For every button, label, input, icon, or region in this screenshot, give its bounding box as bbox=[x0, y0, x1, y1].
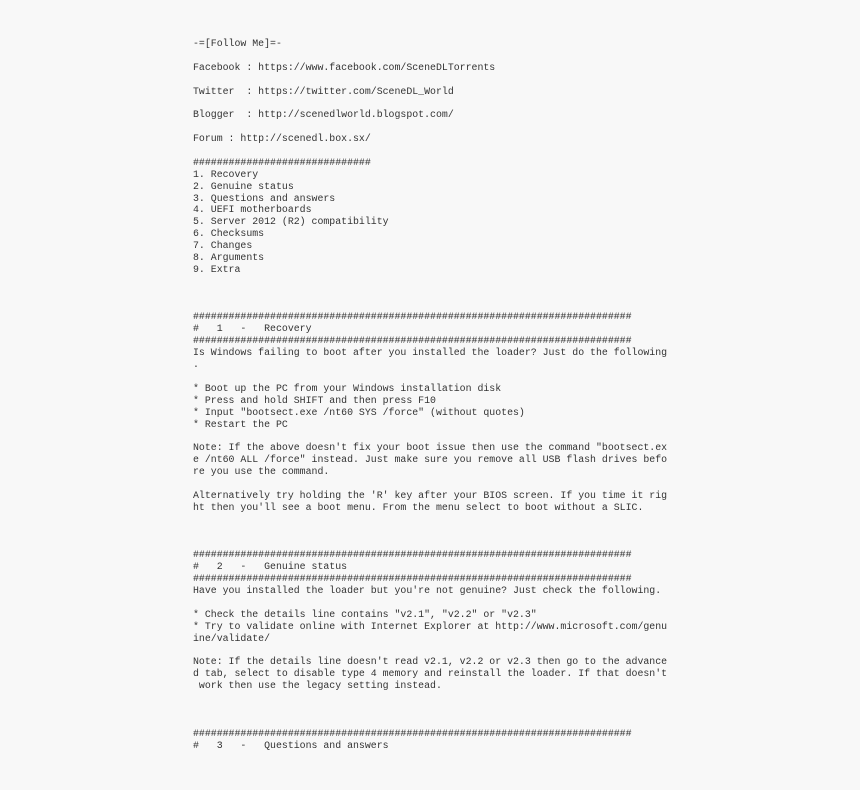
text-line: work then use the legacy setting instead. bbox=[193, 680, 442, 692]
hash-divider: ########################################################################## bbox=[193, 727, 632, 739]
bullet-item: * Restart the PC bbox=[193, 418, 288, 430]
text-line: Twitter : https://twitter.com/SceneDL_World bbox=[193, 85, 454, 97]
text-line: Alternatively try holding the 'R' key after your BIOS screen. If you time it rig bbox=[193, 489, 668, 501]
toc-item: 6. Checksums bbox=[193, 228, 265, 240]
toc-item: 7. Changes bbox=[193, 240, 253, 252]
blank-line bbox=[193, 430, 667, 442]
blank-line bbox=[193, 300, 667, 312]
blank-line bbox=[193, 692, 667, 704]
text-line: d tab, select to disable type 4 memory and reinstall the loader. If that doesn't bbox=[193, 668, 668, 680]
readme-text-document bbox=[193, 38, 667, 751]
text-line: Is Windows failing to boot after you installed the loader? Just do the following bbox=[193, 347, 668, 359]
toc-item: 1. Recovery bbox=[193, 168, 259, 180]
blank-line bbox=[193, 526, 667, 538]
toc-item: 2. Genuine status bbox=[193, 180, 294, 192]
blank-line bbox=[193, 716, 667, 728]
hash-divider: ########################################################################## bbox=[193, 573, 632, 585]
hash-divider: ########################################################################## bbox=[193, 335, 632, 347]
text-line: Have you installed the loader but you're not genuine? Just check the following. bbox=[193, 584, 662, 596]
blank-line bbox=[193, 478, 667, 490]
text-line: -=[Follow Me]=- bbox=[193, 38, 282, 49]
section-heading: # 1 - Recovery bbox=[193, 323, 312, 335]
section-heading: # 3 - Questions and answers bbox=[193, 739, 389, 751]
toc-item: 3. Questions and answers bbox=[193, 192, 336, 204]
bullet-item: * Try to validate online with Internet Explorer at http://www.microsoft.com/genu bbox=[193, 620, 668, 632]
text-line: ht then you'll see a boot menu. From the menu select to boot without a SLIC. bbox=[193, 501, 644, 513]
bullet-item: * Check the details line contains "v2.1", "v2.2" or "v2.3" bbox=[193, 608, 537, 620]
toc-item: 9. Extra bbox=[193, 263, 241, 275]
blank-line bbox=[193, 514, 667, 526]
bullet-item: * Input "bootsect.exe /nt60 SYS /force" (without quotes) bbox=[193, 406, 525, 418]
blank-line bbox=[193, 121, 667, 133]
hash-divider: ########################################################################## bbox=[193, 549, 632, 561]
text-line: ine/validate/ bbox=[193, 632, 271, 644]
text-line: Note: If the above doesn't fix your boot issue then use the command "bootsect.ex bbox=[193, 442, 668, 454]
blank-line bbox=[193, 288, 667, 300]
text-line: Facebook : https://www.facebook.com/SceneDLTorrents bbox=[193, 61, 496, 73]
toc-item: 5. Server 2012 (R2) compatibility bbox=[193, 216, 389, 228]
blank-line bbox=[193, 537, 667, 549]
blank-line bbox=[193, 644, 667, 656]
blank-line bbox=[193, 74, 667, 86]
section-heading: # 2 - Genuine status bbox=[193, 561, 348, 573]
blank-line bbox=[193, 276, 667, 288]
toc-item: 4. UEFI motherboards bbox=[193, 204, 312, 216]
blank-line bbox=[193, 704, 667, 716]
text-line: Forum : http://scenedl.box.sx/ bbox=[193, 133, 371, 145]
blank-line bbox=[193, 97, 667, 109]
hash-divider: ########################################################################## bbox=[193, 311, 632, 323]
blank-line bbox=[193, 50, 667, 62]
hash-divider: ############################## bbox=[193, 156, 371, 168]
blank-line bbox=[193, 145, 667, 157]
blank-line bbox=[193, 597, 667, 609]
text-line: e /nt60 ALL /force" instead. Just make sure you remove all USB flash drives befo bbox=[193, 454, 668, 466]
blank-line bbox=[193, 371, 667, 383]
text-line: . bbox=[193, 359, 199, 371]
bullet-item: * Boot up the PC from your Windows installation disk bbox=[193, 382, 502, 394]
toc-item: 8. Arguments bbox=[193, 252, 265, 264]
text-line: Blogger : http://scenedlworld.blogspot.com/ bbox=[193, 109, 454, 121]
bullet-item: * Press and hold SHIFT and then press F10 bbox=[193, 394, 436, 406]
text-line: re you use the command. bbox=[193, 466, 330, 478]
text-line: Note: If the details line doesn't read v2.1, v2.2 or v2.3 then go to the advance bbox=[193, 656, 668, 668]
